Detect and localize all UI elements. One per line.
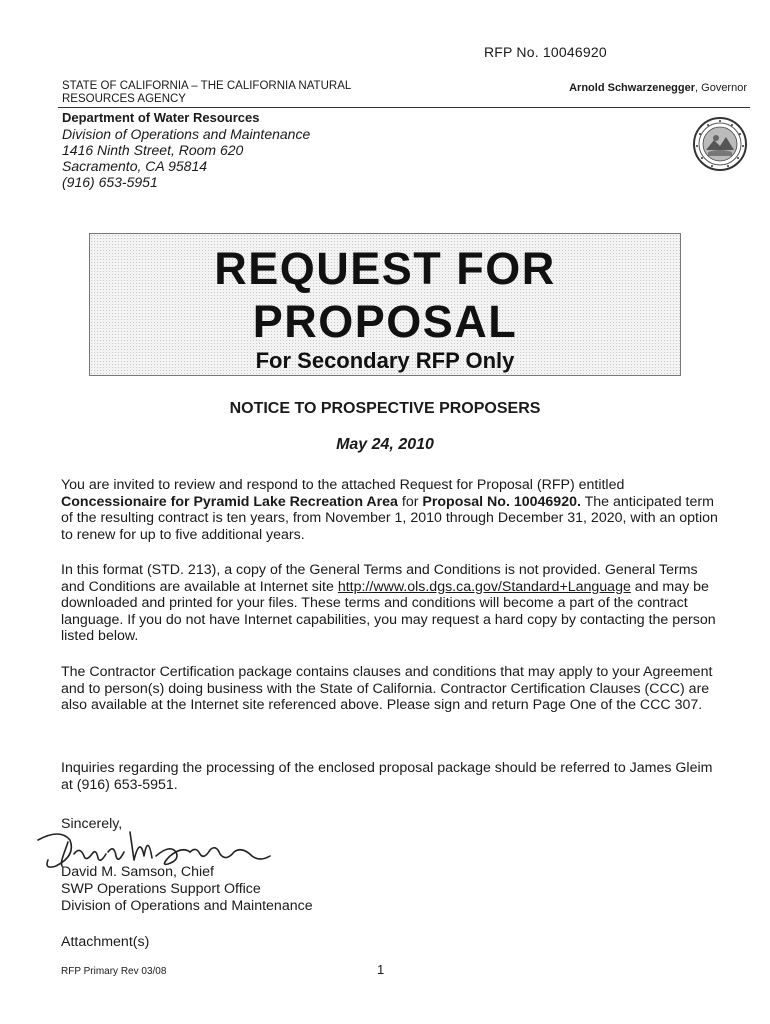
- attachments-line: Attachment(s): [61, 934, 150, 950]
- rfp-title: Concessionaire for Pyramid Lake Recreation Area: [61, 493, 398, 510]
- department-phone: (916) 653-5951: [62, 174, 158, 190]
- agency-line: STATE OF CALIFORNIA – THE CALIFORNIA NATURAL RESOURCES AGENCY: [62, 80, 351, 105]
- governor-title: , Governor: [695, 82, 747, 94]
- header-divider: [58, 107, 750, 108]
- city-state-zip: Sacramento, CA 95814: [62, 158, 208, 174]
- signer-block: [61, 864, 313, 915]
- paragraph-inquiries: Inquiries regarding the processing of the enclosed proposal package should be referred to James Gleim at (916) 653-5951.: [61, 760, 713, 793]
- p2-text-a: In this format (STD. 213), a copy of the General Terms and Conditions is not provided. General Terms and Conditions are available at Internet site: [61, 562, 698, 595]
- p1-text-b: for: [397, 493, 423, 510]
- terms-link[interactable]: http://www.ols.dgs.ca.gov/Standard+Language: [337, 578, 631, 595]
- salutation: Sincerely,: [61, 816, 123, 832]
- governor-line: [569, 82, 747, 94]
- notice-heading: NOTICE TO PROSPECTIVE PROPOSERS: [229, 400, 541, 417]
- signer-division: Division of Operations and Maintenance: [61, 898, 313, 914]
- banner-title-line2: PROPOSAL: [252, 296, 518, 347]
- state-seal-icon: [692, 116, 748, 172]
- footer-revision: RFP Primary Rev 03/08: [61, 966, 167, 977]
- notice-date: May 24, 2010: [336, 436, 434, 453]
- banner-subtitle: For Secondary RFP Only: [255, 348, 515, 373]
- rfp-title-banner: [89, 233, 681, 376]
- proposal-number: Proposal No. 10046920.: [422, 493, 581, 510]
- p1-text-c: The anticipated term of the resulting contract is ten years, from November 1, 2010 through December 31, 2020, with an option to renew for up to five additional years.: [61, 493, 718, 543]
- p1-text-a: You are invited to review and respond to the attached Request for Proposal (RFP) entitled: [61, 477, 625, 493]
- banner-title-line1: REQUEST FOR: [214, 243, 556, 294]
- paragraph-terms: [61, 562, 721, 645]
- paragraph-certification: The Contractor Certification package contains clauses and conditions that may apply to your Agreement and to person(s) doing business with the State of California. Contractor Certification Clauses (CCC) are also available at the Internet site referenced above. Please sign and return Page One of the CCC 307.: [61, 664, 713, 713]
- department-name: Department of Water Resources: [62, 110, 260, 125]
- governor-name: Arnold Schwarzenegger: [569, 82, 696, 94]
- page-number: 1: [377, 962, 385, 977]
- p2-text-b: and may be downloaded and printed for your files. These terms and conditions will become a part of the contract language. If you do not have Internet capabilities, you may request a hard copy by contacting the person listed below.: [61, 578, 716, 644]
- division-name: Division of Operations and Maintenance: [62, 126, 311, 142]
- department-address-block: [62, 110, 310, 190]
- signer-office: SWP Operations Support Office: [61, 881, 261, 897]
- rfp-number: RFP No. 10046920: [484, 44, 607, 60]
- signer-name: David M. Samson, Chief: [61, 864, 214, 880]
- street-address: 1416 Ninth Street, Room 620: [62, 142, 244, 158]
- paragraph-invitation: [61, 477, 721, 543]
